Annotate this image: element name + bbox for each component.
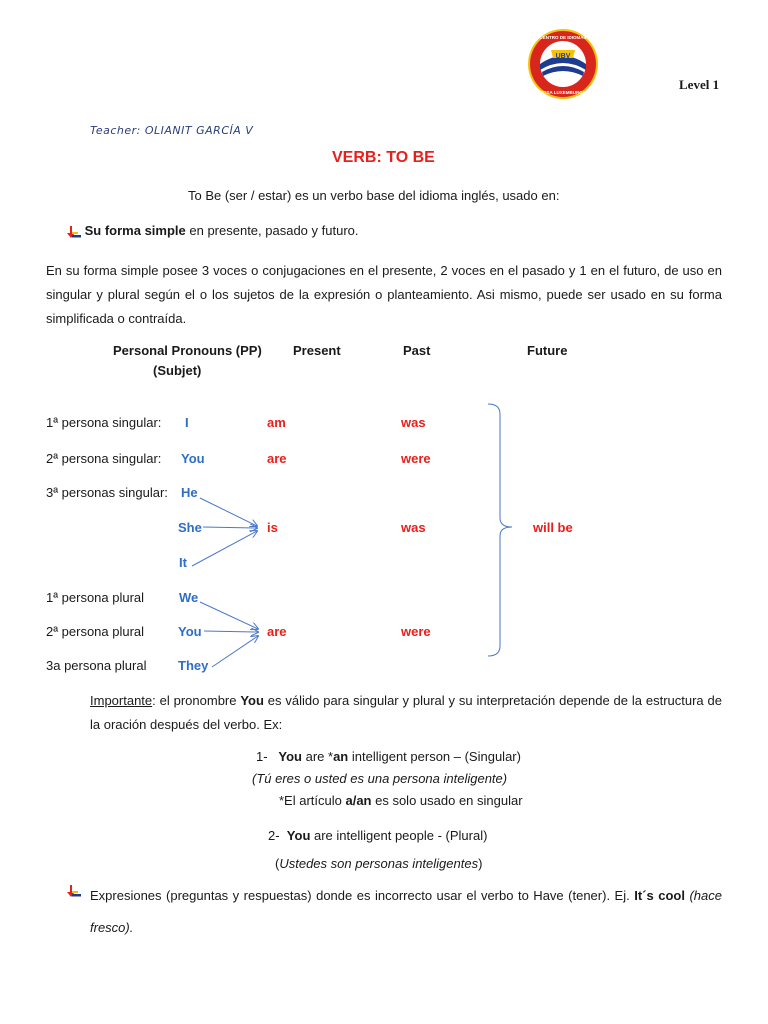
note-you: You [240, 693, 264, 708]
page-title: VERB: TO BE [332, 149, 435, 166]
important-label: Importante [90, 693, 153, 708]
header-subject: (Subjet) [153, 363, 202, 378]
bullet1-text: en presente, pasado y futuro. [185, 223, 359, 238]
bullet2-italic: (hace fresco). [90, 888, 722, 935]
ex2-trans: Ustedes son personas inteligentes [279, 856, 479, 871]
pronoun-we: We [179, 590, 199, 605]
header-past: Past [403, 343, 431, 358]
ex1-mid: are * [302, 749, 334, 764]
logo-center-text: UBV [555, 53, 571, 60]
level-label: Level 1 [679, 77, 720, 92]
arrow-bullet-icon [67, 884, 81, 898]
arrow-they-icon [212, 636, 258, 667]
pronoun-you-plural: You [178, 624, 202, 639]
pronoun-he: He [181, 485, 198, 500]
example-1 [256, 749, 521, 764]
present-are: are [267, 451, 287, 466]
bullet1-bold: Su forma simple [84, 223, 186, 238]
intro-text: To Be (ser / estar) es un verbo base del idioma inglés, usado en: [188, 188, 560, 203]
description-paragraph: En su forma simple posee 3 voces o conjugaciones en el presente, 2 voces en el pasado y 1 en el futuro, de uso en singular y plural según el o los sujetos de la expresión o planteamiento. Asi mismo, puede ser usado en su forma simplificada o contraída. [46, 263, 722, 326]
ex2-you: You [286, 828, 311, 843]
row-label: 3ª personas singular: [46, 485, 168, 500]
past-were: were [401, 451, 431, 466]
ex2-close: ) [478, 856, 483, 871]
pronoun-they: They [178, 658, 209, 673]
teacher-name: Teacher: OLIANIT GARCÍA V [90, 124, 254, 137]
row-label: 1ª persona singular: [46, 415, 162, 430]
logo-bottom-text: ROSA LUXEMBURGO [539, 90, 587, 95]
arrow-we-icon [200, 602, 258, 629]
note-text-1: : el pronombre [152, 693, 241, 708]
ex1-note-c: es solo usado en singular [371, 793, 523, 808]
note-text-2: es válido para singular y plural y su interpretación depende de la estructura de la oración después del verbo. Ex: [90, 693, 722, 732]
pronoun-i: I [185, 415, 189, 430]
arrow-it-icon [192, 531, 257, 566]
present-is: is [267, 520, 278, 535]
past-was-third: was [401, 520, 426, 535]
header-present: Present [293, 343, 341, 358]
ex1-number: 1- [256, 749, 268, 764]
example-1-note [279, 793, 523, 808]
row-label: 1ª persona plural [46, 590, 145, 605]
ex1-you: You [278, 749, 302, 764]
ex2-number: 2- [268, 828, 280, 843]
bullet-item-expressions [90, 880, 722, 944]
header-personal-pronouns: Personal Pronouns (PP) [113, 343, 262, 358]
ex2-rest: are intelligent people - (Plural) [310, 828, 488, 843]
arrow-you-icon [204, 631, 258, 632]
example-2-translation [275, 856, 482, 871]
bullet2-text: Expresiones (preguntas y respuestas) donde es incorrecto usar el verbo to Have (tener). Ej. [90, 888, 635, 903]
logo-top-text: CENTRO DE IDIOMAS [539, 35, 587, 40]
arrow-she-icon [203, 527, 257, 528]
header-future: Future [527, 343, 568, 358]
bullet2-bold: It´s cool [634, 888, 685, 903]
row-label: 2ª persona plural [46, 624, 145, 639]
arrow-he-icon [200, 498, 257, 526]
bullet-2-icon-wrap [67, 882, 81, 898]
row-label: 2ª persona singular: [46, 451, 162, 466]
curly-brace-icon [488, 404, 512, 656]
pronoun-it: It [179, 555, 187, 570]
ex1-note-a: *El artículo [279, 793, 346, 808]
ex1-note-b: a/an [345, 793, 372, 808]
ex1-rest: intelligent person – (Singular) [348, 749, 521, 764]
past-were-plural: were [401, 624, 431, 639]
example-2 [268, 828, 487, 843]
ex2-open: ( [275, 856, 280, 871]
example-1-translation: (Tú eres o usted es una persona inteligente) [252, 771, 508, 786]
past-was: was [401, 415, 426, 430]
pronoun-you-singular: You [181, 451, 205, 466]
future-will-be: will be [533, 520, 573, 535]
important-note [90, 689, 722, 737]
present-am: am [267, 415, 286, 430]
ex1-an: an [333, 749, 349, 764]
present-are-plural: are [267, 624, 287, 639]
row-label: 3a persona plural [46, 658, 147, 673]
pronoun-she: She [178, 520, 202, 535]
